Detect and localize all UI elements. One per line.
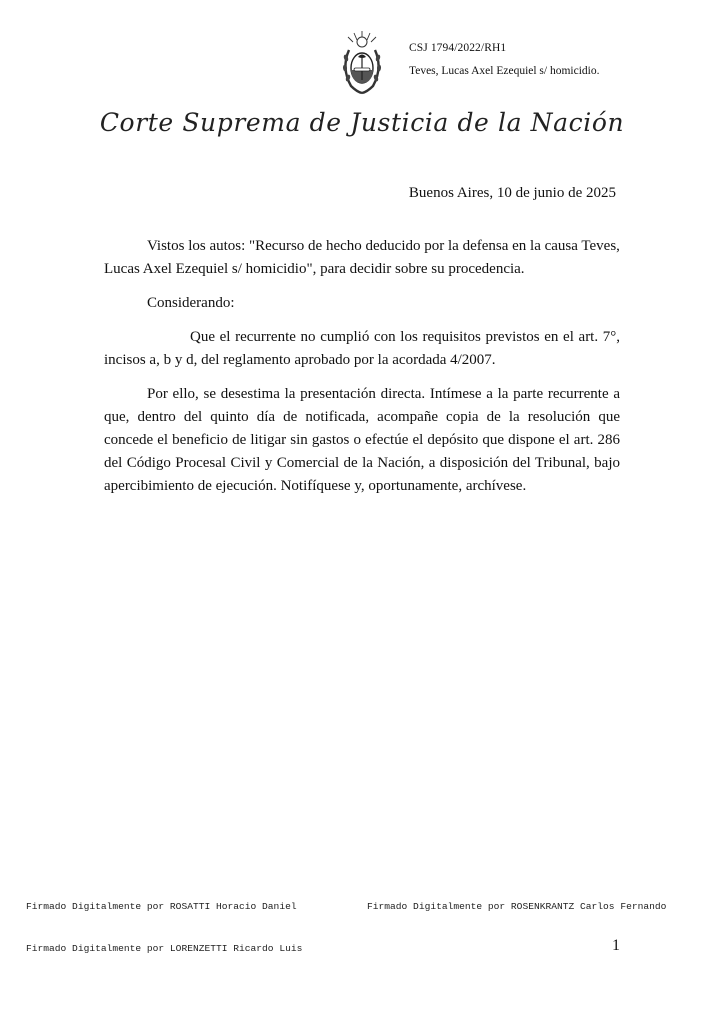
paragraph-resolucion: Por ello, se desestima la presentación directa. Intímese a la parte recurrente a que, dentro del quinto día de notificada, acompañe copia de la resolución que concede el beneficio de litigar sin gastos o efectúe el depósito que dispone el art. 286 del Código Procesal Civil y Comercial de la Nación, a disposición del Tribunal, bajo apercibimiento de ejecución. Notifíquese y, oportunamente, archívese. bbox=[104, 386, 620, 494]
court-name-heading: Corte Suprema de Justicia de la Nación bbox=[99, 108, 625, 137]
document-date: Buenos Aires, 10 de junio de 2025 bbox=[408, 185, 616, 201]
case-title: Teves, Lucas Axel Ezequiel s/ homicidio. bbox=[409, 65, 600, 77]
paragraph-vistos: Vistos los autos: "Recurso de hecho deducido por la defensa en la causa Teves, Lucas Axel Ezequiel s/ homicidio", para decidir sobre su procedencia. bbox=[104, 238, 620, 277]
digital-signature-rosenkrantz: Firmado Digitalmente por ROSENKRANTZ Carlos Fernando bbox=[367, 901, 667, 912]
digital-signature-rosatti: Firmado Digitalmente por ROSATTI Horacio Daniel bbox=[26, 901, 297, 912]
page-number: 1 bbox=[612, 937, 620, 954]
coat-of-arms-icon bbox=[337, 28, 387, 96]
digital-signature-lorenzetti: Firmado Digitalmente por LORENZETTI Ricardo Luis bbox=[26, 943, 303, 954]
case-number: CSJ 1794/2022/RH1 bbox=[409, 42, 507, 54]
document-body bbox=[104, 235, 620, 498]
paragraph-considerando: Considerando: bbox=[147, 295, 235, 311]
paragraph-requisitos: Que el recurrente no cumplió con los requisitos previstos en el art. 7°, incisos a, b y d, del reglamento aprobado por la acordada 4/2007. bbox=[104, 329, 620, 368]
